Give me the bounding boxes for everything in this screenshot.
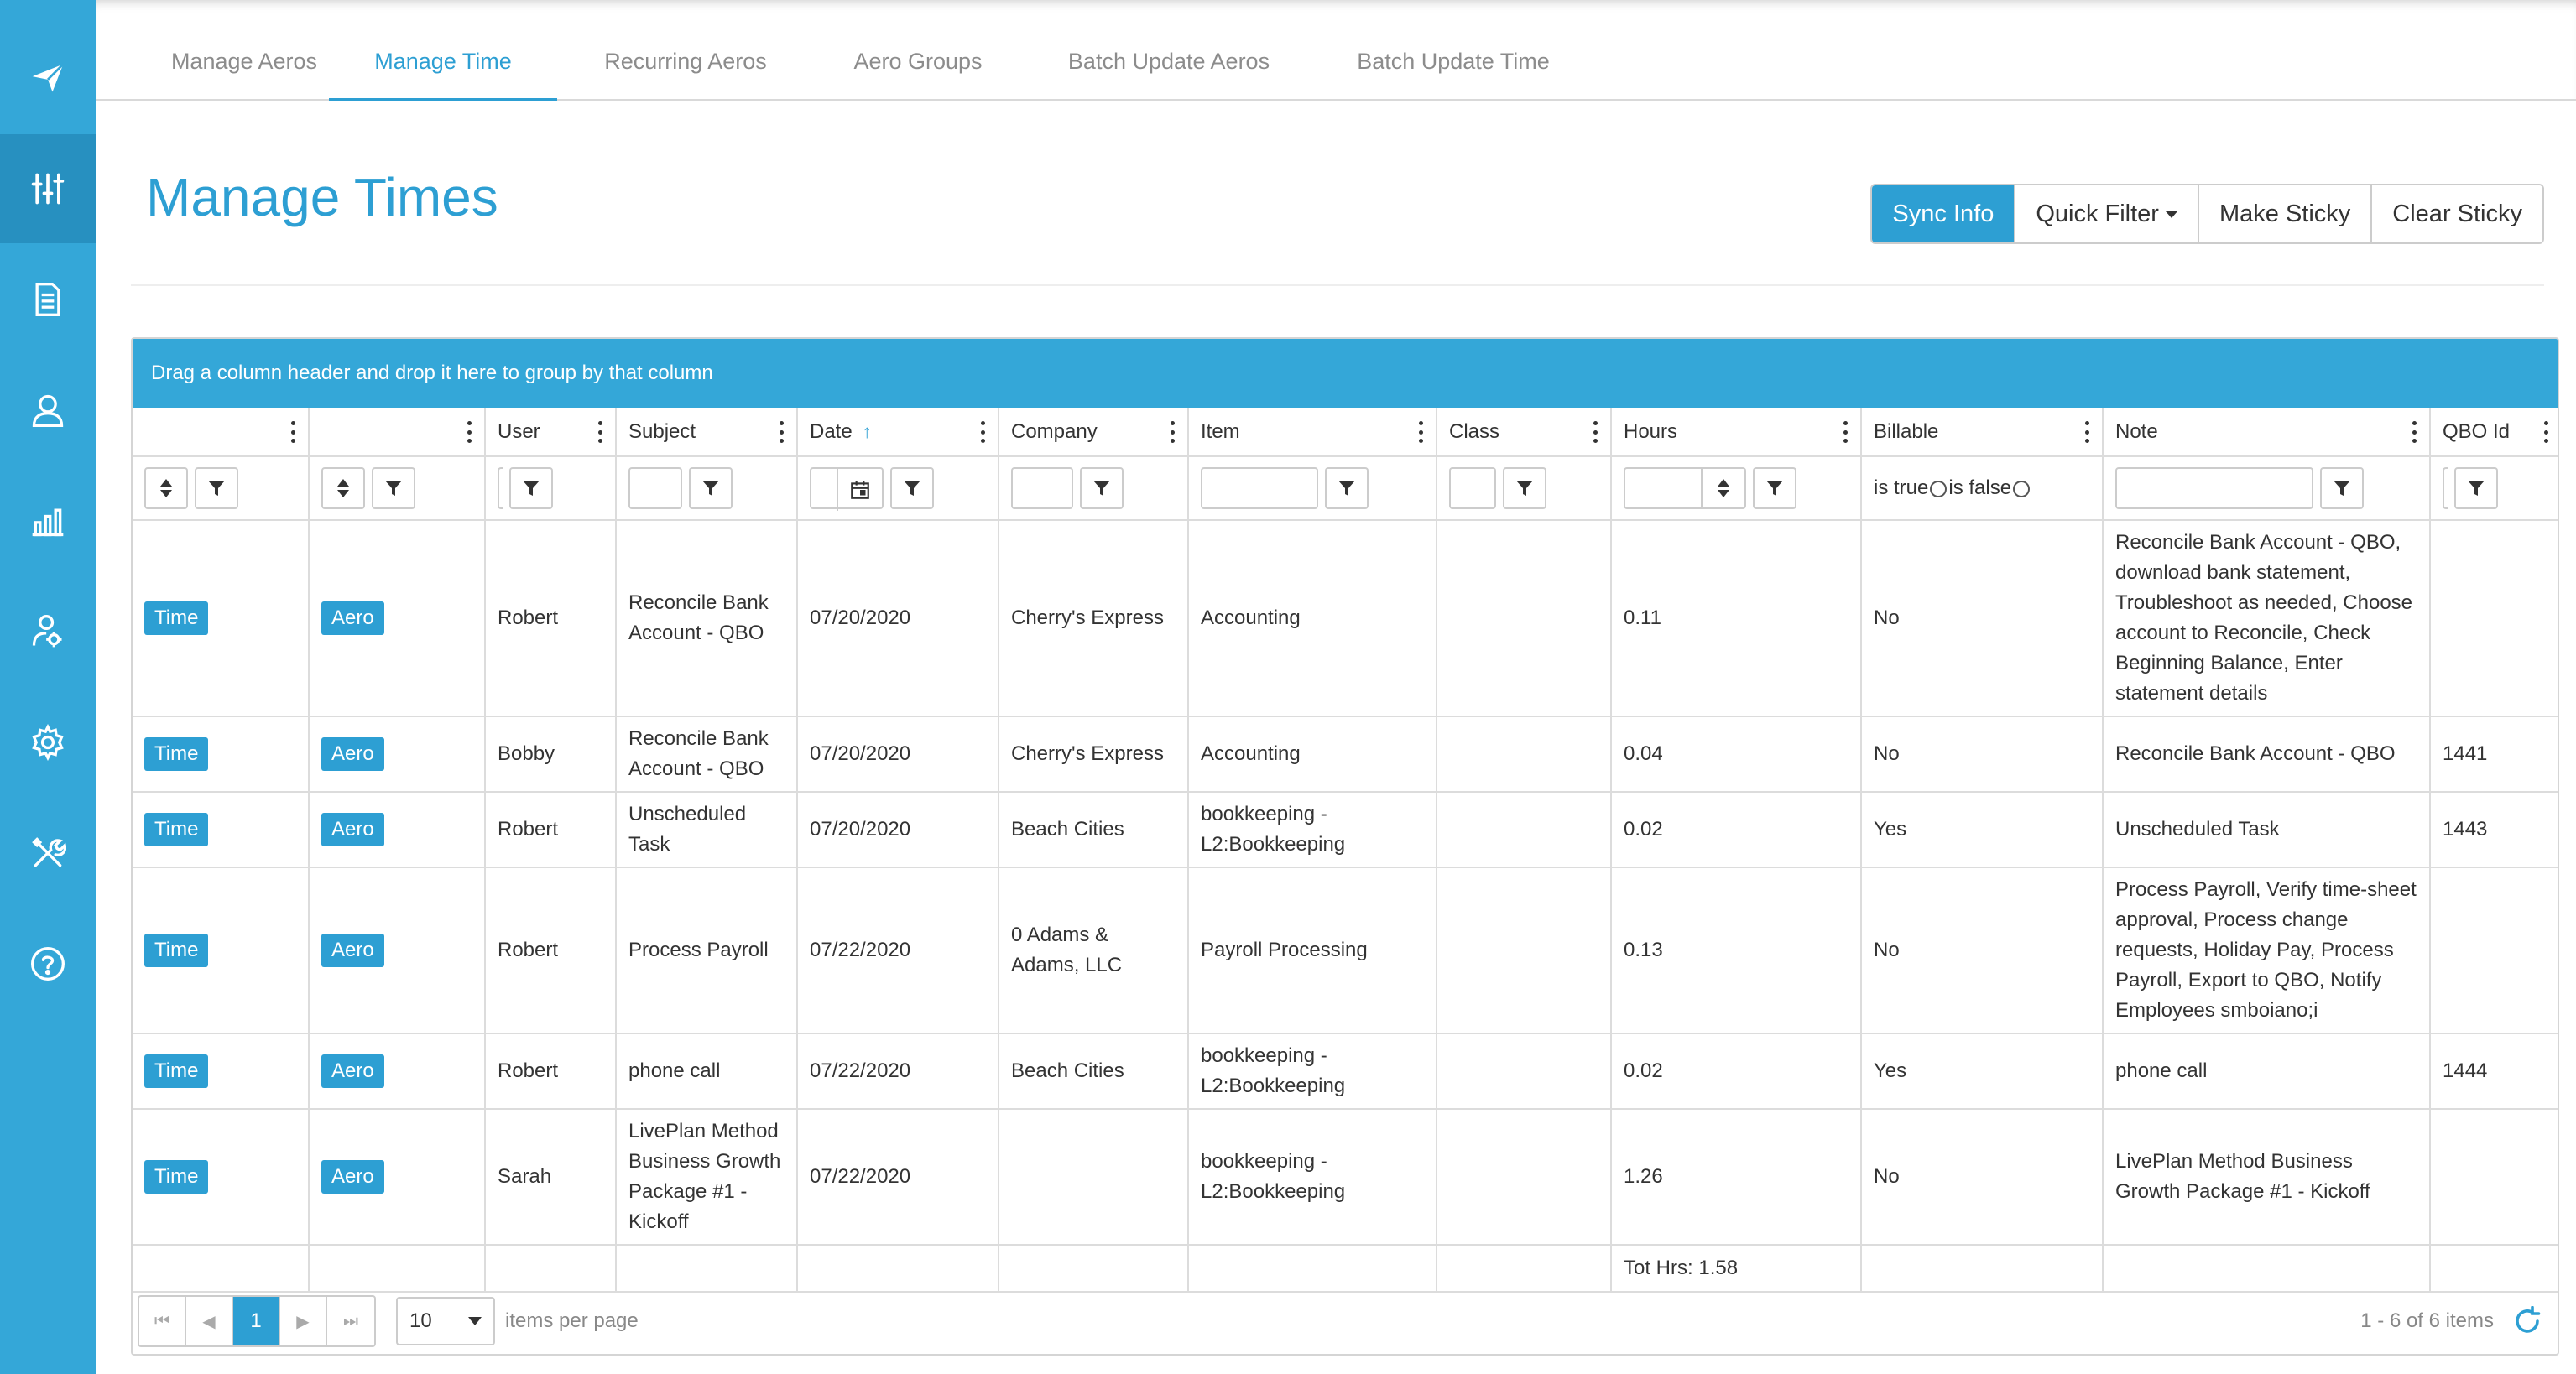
filter-icon	[1337, 478, 1357, 498]
send-icon	[29, 60, 66, 96]
rail-item-user[interactable]	[0, 356, 96, 465]
cell-subject: phone call	[616, 1033, 797, 1109]
billable-false-radio[interactable]	[2013, 481, 2030, 497]
time-badge[interactable]: Time	[144, 934, 208, 967]
table-row[interactable]	[133, 1033, 2559, 1109]
rail-item-tools[interactable]	[0, 799, 96, 908]
class-filter-input[interactable]	[1449, 467, 1496, 509]
subject-filter-input[interactable]	[628, 467, 682, 509]
quick-filter-label: Quick Filter	[2036, 200, 2159, 227]
cell-user: Sarah	[485, 1109, 616, 1245]
cell-billable: No	[1861, 520, 2103, 716]
document-icon	[29, 281, 66, 318]
cell-item: bookkeeping - L2:Bookkeeping	[1188, 792, 1437, 867]
billable-false-label: is false	[1948, 476, 2012, 499]
column-header-company[interactable]	[999, 408, 1188, 456]
chevron-down-icon	[337, 490, 349, 497]
time-badge[interactable]: Time	[144, 1160, 208, 1194]
cell-item: Accounting	[1188, 716, 1437, 792]
total-hours: Tot Hrs: 1.58	[1611, 1245, 1861, 1292]
cell-hours: 0.02	[1611, 792, 1861, 867]
cell-billable: Yes	[1861, 1033, 2103, 1109]
filter-icon	[701, 478, 721, 498]
filter-button[interactable]	[2454, 467, 2498, 509]
left-nav-rail	[0, 0, 96, 1374]
column-menu-icon[interactable]	[1171, 421, 1176, 443]
column-menu-icon[interactable]	[780, 421, 785, 443]
column-menu-icon[interactable]	[2544, 421, 2549, 443]
column-menu-icon[interactable]	[2412, 421, 2417, 443]
cell-class	[1437, 1033, 1611, 1109]
header-divider	[131, 284, 2544, 286]
cell-class	[1437, 716, 1611, 792]
time-badge[interactable]: Time	[144, 1054, 208, 1088]
filter-button[interactable]	[195, 467, 238, 509]
cell-date: 07/22/2020	[797, 1033, 999, 1109]
cell-company: Cherry's Express	[999, 520, 1188, 716]
filter-row	[133, 456, 2559, 520]
prev-page-icon[interactable]: ◀	[186, 1297, 233, 1345]
aero-badge[interactable]: Aero	[321, 1160, 384, 1194]
user-icon	[29, 392, 66, 429]
date-filter-input[interactable]	[810, 467, 884, 509]
cell-class	[1437, 792, 1611, 867]
caret-down-icon	[2166, 211, 2177, 218]
items-per-page-label: items per page	[505, 1309, 639, 1332]
first-page-icon[interactable]: ⏮	[139, 1297, 186, 1345]
column-title: Company	[1011, 419, 1098, 443]
cell-user: Bobby	[485, 716, 616, 792]
tab-batch-update-time[interactable]: Batch Update Time	[1357, 49, 1550, 74]
cell-qbo-id: 1443	[2430, 792, 2559, 867]
column-header-qbo-id[interactable]	[2430, 408, 2559, 456]
filter-button[interactable]	[890, 467, 934, 509]
filter-icon	[383, 478, 404, 498]
cell-user: Robert	[485, 867, 616, 1033]
sort-ascending-icon: ↑	[862, 420, 872, 442]
time-badge[interactable]: Time	[144, 601, 208, 635]
pager	[133, 1288, 2558, 1354]
rail-item-gear[interactable]	[0, 688, 96, 797]
billable-true-label: is true	[1874, 476, 1929, 499]
filter-stepper[interactable]	[321, 467, 365, 509]
column-header-type[interactable]	[133, 408, 309, 456]
column-title: Class	[1449, 419, 1500, 443]
user-filter-input[interactable]	[498, 467, 503, 509]
cell-hours: 0.02	[1611, 1033, 1861, 1109]
page-size-select[interactable]	[396, 1297, 495, 1345]
cell-user: Robert	[485, 792, 616, 867]
gear-icon	[29, 724, 66, 761]
qbo-id-filter-input[interactable]	[2443, 467, 2448, 509]
filter-button[interactable]	[1503, 467, 1546, 509]
column-header-subject[interactable]	[616, 408, 797, 456]
user-settings-icon	[29, 613, 66, 650]
time-badge[interactable]: Time	[144, 737, 208, 771]
rail-item-settings-sliders[interactable]	[0, 134, 96, 243]
filter-stepper[interactable]	[144, 467, 188, 509]
column-menu-icon[interactable]	[981, 421, 986, 443]
column-title: Hours	[1624, 419, 1678, 443]
tools-icon	[29, 835, 66, 872]
filter-button[interactable]	[689, 467, 733, 509]
rail-item-send[interactable]	[0, 23, 96, 133]
refresh-icon[interactable]	[2512, 1306, 2542, 1336]
cell-subject: LivePlan Method Business Growth Package #1 - Kickoff	[616, 1109, 797, 1245]
group-drop-zone[interactable]: Drag a column header and drop it here to group by that column	[133, 339, 2558, 408]
calendar-icon[interactable]	[837, 469, 882, 511]
column-menu-icon[interactable]	[598, 421, 603, 443]
filter-button[interactable]	[1753, 467, 1796, 509]
pager-info: 1 - 6 of 6 items	[2360, 1309, 2494, 1332]
billable-true-radio[interactable]	[1930, 481, 1947, 497]
cell-subject: Reconcile Bank Account - QBO	[616, 716, 797, 792]
cell-user: Robert	[485, 1033, 616, 1109]
page-number-button[interactable]: 1	[233, 1297, 280, 1345]
filter-icon	[902, 478, 922, 498]
cell-user: Robert	[485, 520, 616, 716]
cell-item: bookkeeping - L2:Bookkeeping	[1188, 1033, 1437, 1109]
tab-batch-update-aeros[interactable]: Batch Update Aeros	[1067, 49, 1270, 74]
column-header-hours[interactable]	[1611, 408, 1861, 456]
cell-subject: Reconcile Bank Account - QBO	[616, 520, 797, 716]
page-title: Manage Times	[146, 167, 498, 227]
cell-subject: Unscheduled Task	[616, 792, 797, 867]
chevron-up-icon	[337, 479, 349, 487]
cell-company: Beach Cities	[999, 792, 1188, 867]
column-menu-icon[interactable]	[1843, 421, 1849, 443]
rail-item-help[interactable]	[0, 909, 96, 1018]
column-title: Note	[2115, 419, 2158, 443]
filter-icon	[2466, 478, 2486, 498]
cell-company: 0 Adams & Adams, LLC	[999, 867, 1188, 1033]
cell-item: bookkeeping - L2:Bookkeeping	[1188, 1109, 1437, 1245]
cell-billable: No	[1861, 867, 2103, 1033]
cell-hours: 0.13	[1611, 867, 1861, 1033]
filter-button[interactable]	[372, 467, 415, 509]
column-header-note[interactable]	[2103, 408, 2430, 456]
tab-aero-groups[interactable]: Aero Groups	[853, 49, 983, 74]
chevron-up-icon	[160, 479, 172, 487]
column-header-item[interactable]	[1188, 408, 1437, 456]
column-title: Date	[810, 419, 853, 443]
time-badge[interactable]: Time	[144, 813, 208, 846]
filter-icon	[206, 478, 227, 498]
sync-info-button[interactable]: Sync Info	[1872, 185, 2015, 242]
cell-hours: 1.26	[1611, 1109, 1861, 1245]
cell-note: Reconcile Bank Account - QBO, download bank statement, Troubleshoot as needed, Choose account to Reconcile, Check Beginning Balance, Enter statement details	[2103, 520, 2430, 716]
clear-sticky-button[interactable]: Clear Sticky	[2372, 185, 2542, 242]
column-title: Item	[1201, 419, 1240, 443]
aero-badge[interactable]: Aero	[321, 737, 384, 771]
filter-icon	[2332, 478, 2352, 498]
grid-table	[133, 408, 2559, 1293]
cell-class	[1437, 520, 1611, 716]
cell-billable: Yes	[1861, 792, 2103, 867]
table-row[interactable]	[133, 716, 2559, 792]
cell-date: 07/22/2020	[797, 867, 999, 1033]
cell-company: Beach Cities	[999, 1033, 1188, 1109]
sliders-icon	[29, 170, 66, 207]
cell-company: Cherry's Express	[999, 716, 1188, 792]
filter-icon	[521, 478, 541, 498]
column-header-billable[interactable]	[1861, 408, 2103, 456]
column-menu-icon[interactable]	[1419, 421, 1424, 443]
cell-class	[1437, 867, 1611, 1033]
rail-item-documents[interactable]	[0, 245, 96, 354]
top-tab-bar	[96, 0, 2576, 101]
cell-billable: No	[1861, 716, 2103, 792]
table-row[interactable]	[133, 867, 2559, 1033]
cell-qbo-id	[2430, 867, 2559, 1033]
note-filter-input[interactable]	[2115, 467, 2313, 509]
last-page-icon[interactable]: ⏭	[343, 1311, 358, 1330]
aero-badge[interactable]: Aero	[321, 1054, 384, 1088]
filter-icon	[1765, 478, 1785, 498]
cell-subject: Process Payroll	[616, 867, 797, 1033]
chevron-down-icon	[468, 1317, 482, 1325]
cell-class	[1437, 1109, 1611, 1245]
cell-date: 07/22/2020	[797, 1109, 999, 1245]
rail-item-reports[interactable]	[0, 466, 96, 575]
toolbar-button-group	[1870, 184, 2544, 244]
quick-filter-button[interactable]	[2015, 185, 2199, 242]
filter-icon	[1515, 478, 1535, 498]
column-title: Billable	[1874, 419, 1939, 443]
cell-note: phone call	[2103, 1033, 2430, 1109]
cell-hours: 0.04	[1611, 716, 1861, 792]
totals-row	[133, 1245, 2559, 1292]
chevron-down-icon	[1718, 490, 1729, 497]
filter-button[interactable]	[1325, 467, 1369, 509]
column-header-user[interactable]	[485, 408, 616, 456]
filter-button[interactable]	[509, 467, 553, 509]
cell-qbo-id	[2430, 1109, 2559, 1245]
help-icon	[29, 945, 66, 982]
column-menu-icon[interactable]	[291, 421, 296, 443]
page-size-value: 10	[409, 1309, 432, 1332]
cell-item: Payroll Processing	[1188, 867, 1437, 1033]
aero-badge[interactable]: Aero	[321, 934, 384, 967]
table-row[interactable]	[133, 1109, 2559, 1245]
cell-date: 07/20/2020	[797, 792, 999, 867]
column-title: Subject	[628, 419, 696, 443]
time-grid	[131, 337, 2559, 1356]
cell-billable: No	[1861, 1109, 2103, 1245]
bar-chart-icon	[29, 502, 66, 539]
cell-note: Unscheduled Task	[2103, 792, 2430, 867]
column-title: User	[498, 419, 540, 443]
table-row[interactable]	[133, 792, 2559, 867]
next-page-icon[interactable]: ▶	[280, 1297, 327, 1345]
tab-manage-time[interactable]: Manage Time	[329, 0, 557, 101]
tab-recurring-aeros[interactable]: Recurring Aeros	[604, 49, 767, 74]
column-menu-icon[interactable]	[2085, 421, 2090, 443]
cell-date: 07/20/2020	[797, 520, 999, 716]
filter-button[interactable]	[2320, 467, 2364, 509]
aero-badge[interactable]: Aero	[321, 813, 384, 846]
hours-stepper[interactable]	[1701, 469, 1744, 507]
make-sticky-button[interactable]: Make Sticky	[2199, 185, 2372, 242]
pager-buttons	[138, 1295, 376, 1347]
aero-badge[interactable]: Aero	[321, 601, 384, 635]
cell-qbo-id: 1441	[2430, 716, 2559, 792]
filter-icon	[1092, 478, 1112, 498]
hours-filter-input[interactable]	[1624, 467, 1746, 509]
table-row[interactable]	[133, 520, 2559, 716]
cell-qbo-id: 1444	[2430, 1033, 2559, 1109]
cell-item: Accounting	[1188, 520, 1437, 716]
column-header-date[interactable]	[797, 408, 999, 456]
cell-qbo-id	[2430, 520, 2559, 716]
filter-button[interactable]	[1080, 467, 1124, 509]
tab-manage-aeros[interactable]: Manage Aeros	[170, 49, 318, 74]
cell-note: LivePlan Method Business Growth Package #1 - Kickoff	[2103, 1109, 2430, 1245]
column-header-class[interactable]	[1437, 408, 1611, 456]
column-menu-icon[interactable]	[1593, 421, 1598, 443]
header-row	[133, 408, 2559, 456]
column-header-kind[interactable]	[309, 408, 485, 456]
rail-item-user-settings[interactable]	[0, 577, 96, 686]
cell-note: Reconcile Bank Account - QBO	[2103, 716, 2430, 792]
cell-hours: 0.11	[1611, 520, 1861, 716]
cell-note: Process Payroll, Verify time-sheet approval, Process change requests, Holiday Pay, Process Payroll, Export to QBO, Notify Employees smboiano;i	[2103, 867, 2430, 1033]
chevron-up-icon	[1718, 479, 1729, 487]
column-menu-icon[interactable]	[467, 421, 472, 443]
cell-date: 07/20/2020	[797, 716, 999, 792]
column-title: QBO Id	[2443, 419, 2511, 443]
chevron-down-icon	[160, 490, 172, 497]
company-filter-input[interactable]	[1011, 467, 1073, 509]
item-filter-input[interactable]	[1201, 467, 1318, 509]
cell-company	[999, 1109, 1188, 1245]
